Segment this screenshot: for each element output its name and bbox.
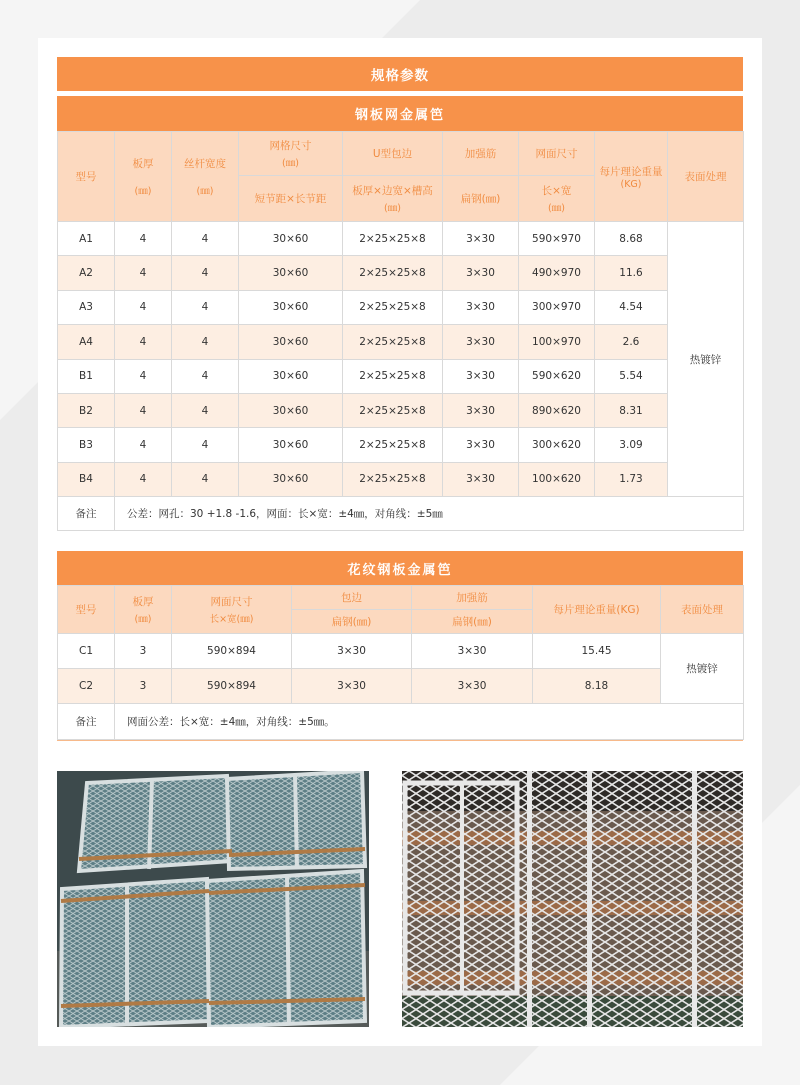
t1-header-u-edge: U型包边 (343, 132, 443, 176)
t2-cell-surface: 热镀锌 (661, 634, 744, 704)
t1-cell-model: A1 (58, 222, 115, 256)
t2-note-text: 网面公差：长×宽：±4㎜，对角线：±5㎜。 (115, 704, 744, 740)
t1-cell-weight: 11.6 (595, 256, 668, 290)
table-row (58, 256, 744, 290)
t1-cell-panel: 300×620 (519, 428, 595, 462)
t2-cell-rib: 3×30 (412, 634, 533, 669)
t1-cell-model: B1 (58, 359, 115, 393)
t1-cell-strand: 4 (172, 222, 239, 256)
t1-cell-strand: 4 (172, 462, 239, 496)
t1-cell-rib: 3×30 (443, 222, 519, 256)
t2-header-panel: 网面尺寸 长×宽(㎜) (172, 586, 292, 634)
t1-cell-u-edge: 2×25×25×8 (343, 428, 443, 462)
t2-cell-model: C1 (58, 634, 115, 669)
table-row (58, 462, 744, 496)
stacked-mesh-panels-photo (57, 771, 369, 1027)
t1-cell-surface: 热镀锌 (668, 222, 744, 497)
t1-cell-thickness: 4 (115, 290, 172, 324)
t1-cell-thickness: 4 (115, 325, 172, 359)
table-row (58, 325, 744, 359)
table-row (58, 290, 744, 324)
t1-cell-mesh: 30×60 (239, 428, 343, 462)
t2-cell-thickness: 3 (115, 669, 172, 704)
t1-cell-thickness: 4 (115, 256, 172, 290)
t1-cell-u-edge: 2×25×25×8 (343, 222, 443, 256)
table-row (58, 428, 744, 462)
t1-cell-thickness: 4 (115, 222, 172, 256)
t1-cell-thickness: 4 (115, 393, 172, 427)
t2-header-rib: 加强筋 (412, 586, 533, 610)
table-row (58, 669, 744, 704)
t1-cell-model: B3 (58, 428, 115, 462)
t2-cell-rib: 3×30 (412, 669, 533, 704)
t1-cell-weight: 4.54 (595, 290, 668, 324)
t1-cell-weight: 8.31 (595, 393, 668, 427)
t1-cell-panel: 300×970 (519, 290, 595, 324)
t1-cell-rib: 3×30 (443, 325, 519, 359)
t2-header-surface: 表面处理 (661, 586, 744, 634)
t2-cell-thickness: 3 (115, 634, 172, 669)
t1-header-panel-sub: 长×宽 (㎜) (519, 176, 595, 222)
t1-cell-panel: 590×970 (519, 222, 595, 256)
t1-cell-mesh: 30×60 (239, 222, 343, 256)
installed-mesh-fence-photo (402, 771, 743, 1027)
t1-cell-model: A3 (58, 290, 115, 324)
t1-cell-thickness: 4 (115, 359, 172, 393)
t1-cell-strand: 4 (172, 428, 239, 462)
t1-cell-strand: 4 (172, 290, 239, 324)
section-title: 规格参数 (57, 57, 743, 91)
t2-cell-edge: 3×30 (292, 669, 412, 704)
t1-header-rib: 加强筋 (443, 132, 519, 176)
t1-cell-mesh: 30×60 (239, 462, 343, 496)
table1-title: 钢板网金属笆 (57, 96, 743, 131)
t1-header-panel: 网面尺寸 (519, 132, 595, 176)
t1-header-mesh: 网格尺寸 (㎜) (239, 132, 343, 176)
t1-cell-panel: 100×970 (519, 325, 595, 359)
table2 (57, 585, 744, 740)
t1-cell-thickness: 4 (115, 428, 172, 462)
t1-header-strand: 丝杆宽度 (㎜) (172, 132, 239, 222)
t1-header-u-edge-sub: 板厚×边宽×槽高 (㎜) (343, 176, 443, 222)
table-row (58, 634, 744, 669)
t2-header-rib-sub: 扁钢(㎜) (412, 610, 533, 634)
t1-cell-rib: 3×30 (443, 462, 519, 496)
t1-cell-weight: 8.68 (595, 222, 668, 256)
t1-cell-u-edge: 2×25×25×8 (343, 325, 443, 359)
table1 (57, 131, 744, 531)
t1-header-surface: 表面处理 (668, 132, 744, 222)
t2-note-label: 备注 (58, 704, 115, 740)
t2-header-edge: 包边 (292, 586, 412, 610)
t1-header-weight: 每片理论重量 (KG) (595, 132, 668, 222)
t1-header-thickness: 板厚 (㎜) (115, 132, 172, 222)
t1-cell-mesh: 30×60 (239, 359, 343, 393)
t2-cell-model: C2 (58, 669, 115, 704)
t1-cell-panel: 590×620 (519, 359, 595, 393)
t1-cell-u-edge: 2×25×25×8 (343, 462, 443, 496)
t2-header-model: 型号 (58, 586, 115, 634)
t2-header-edge-sub: 扁钢(㎜) (292, 610, 412, 634)
spec-sheet (38, 38, 762, 1046)
t2-header-weight: 每片理论重量(KG) (533, 586, 661, 634)
t1-cell-weight: 3.09 (595, 428, 668, 462)
t1-cell-model: A4 (58, 325, 115, 359)
t1-cell-rib: 3×30 (443, 256, 519, 290)
t2-cell-panel: 590×894 (172, 634, 292, 669)
t1-note-text: 公差：网孔：30 +1.8 -1.6，网面：长×宽：±4㎜，对角线：±5㎜ (115, 497, 744, 531)
table-row (58, 222, 744, 256)
t1-cell-u-edge: 2×25×25×8 (343, 256, 443, 290)
t2-cell-weight: 15.45 (533, 634, 661, 669)
t1-cell-thickness: 4 (115, 462, 172, 496)
t2-header-thickness: 板厚 (㎜) (115, 586, 172, 634)
t1-cell-rib: 3×30 (443, 393, 519, 427)
t2-cell-edge: 3×30 (292, 634, 412, 669)
t1-cell-panel: 490×970 (519, 256, 595, 290)
t1-cell-model: B4 (58, 462, 115, 496)
t1-note-label: 备注 (58, 497, 115, 531)
t1-cell-weight: 2.6 (595, 325, 668, 359)
t1-cell-u-edge: 2×25×25×8 (343, 359, 443, 393)
t1-cell-mesh: 30×60 (239, 290, 343, 324)
t1-cell-strand: 4 (172, 256, 239, 290)
t1-cell-rib: 3×30 (443, 428, 519, 462)
t1-cell-strand: 4 (172, 359, 239, 393)
t1-cell-rib: 3×30 (443, 290, 519, 324)
t1-header-rib-sub: 扁钢(㎜) (443, 176, 519, 222)
t2-cell-panel: 590×894 (172, 669, 292, 704)
t1-cell-mesh: 30×60 (239, 256, 343, 290)
t1-header-mesh-sub: 短节距×长节距 (239, 176, 343, 222)
t1-cell-panel: 100×620 (519, 462, 595, 496)
t1-cell-u-edge: 2×25×25×8 (343, 393, 443, 427)
table2-title: 花纹钢板金属笆 (57, 551, 743, 585)
t1-cell-weight: 5.54 (595, 359, 668, 393)
t1-cell-strand: 4 (172, 325, 239, 359)
t1-header-model: 型号 (58, 132, 115, 222)
t1-cell-strand: 4 (172, 393, 239, 427)
t1-cell-model: B2 (58, 393, 115, 427)
t1-cell-mesh: 30×60 (239, 393, 343, 427)
t1-cell-panel: 890×620 (519, 393, 595, 427)
t1-cell-u-edge: 2×25×25×8 (343, 290, 443, 324)
t2-cell-weight: 8.18 (533, 669, 661, 704)
t1-cell-weight: 1.73 (595, 462, 668, 496)
table-row (58, 393, 744, 427)
table-row (58, 359, 744, 393)
t1-cell-mesh: 30×60 (239, 325, 343, 359)
t1-cell-rib: 3×30 (443, 359, 519, 393)
t1-cell-model: A2 (58, 256, 115, 290)
